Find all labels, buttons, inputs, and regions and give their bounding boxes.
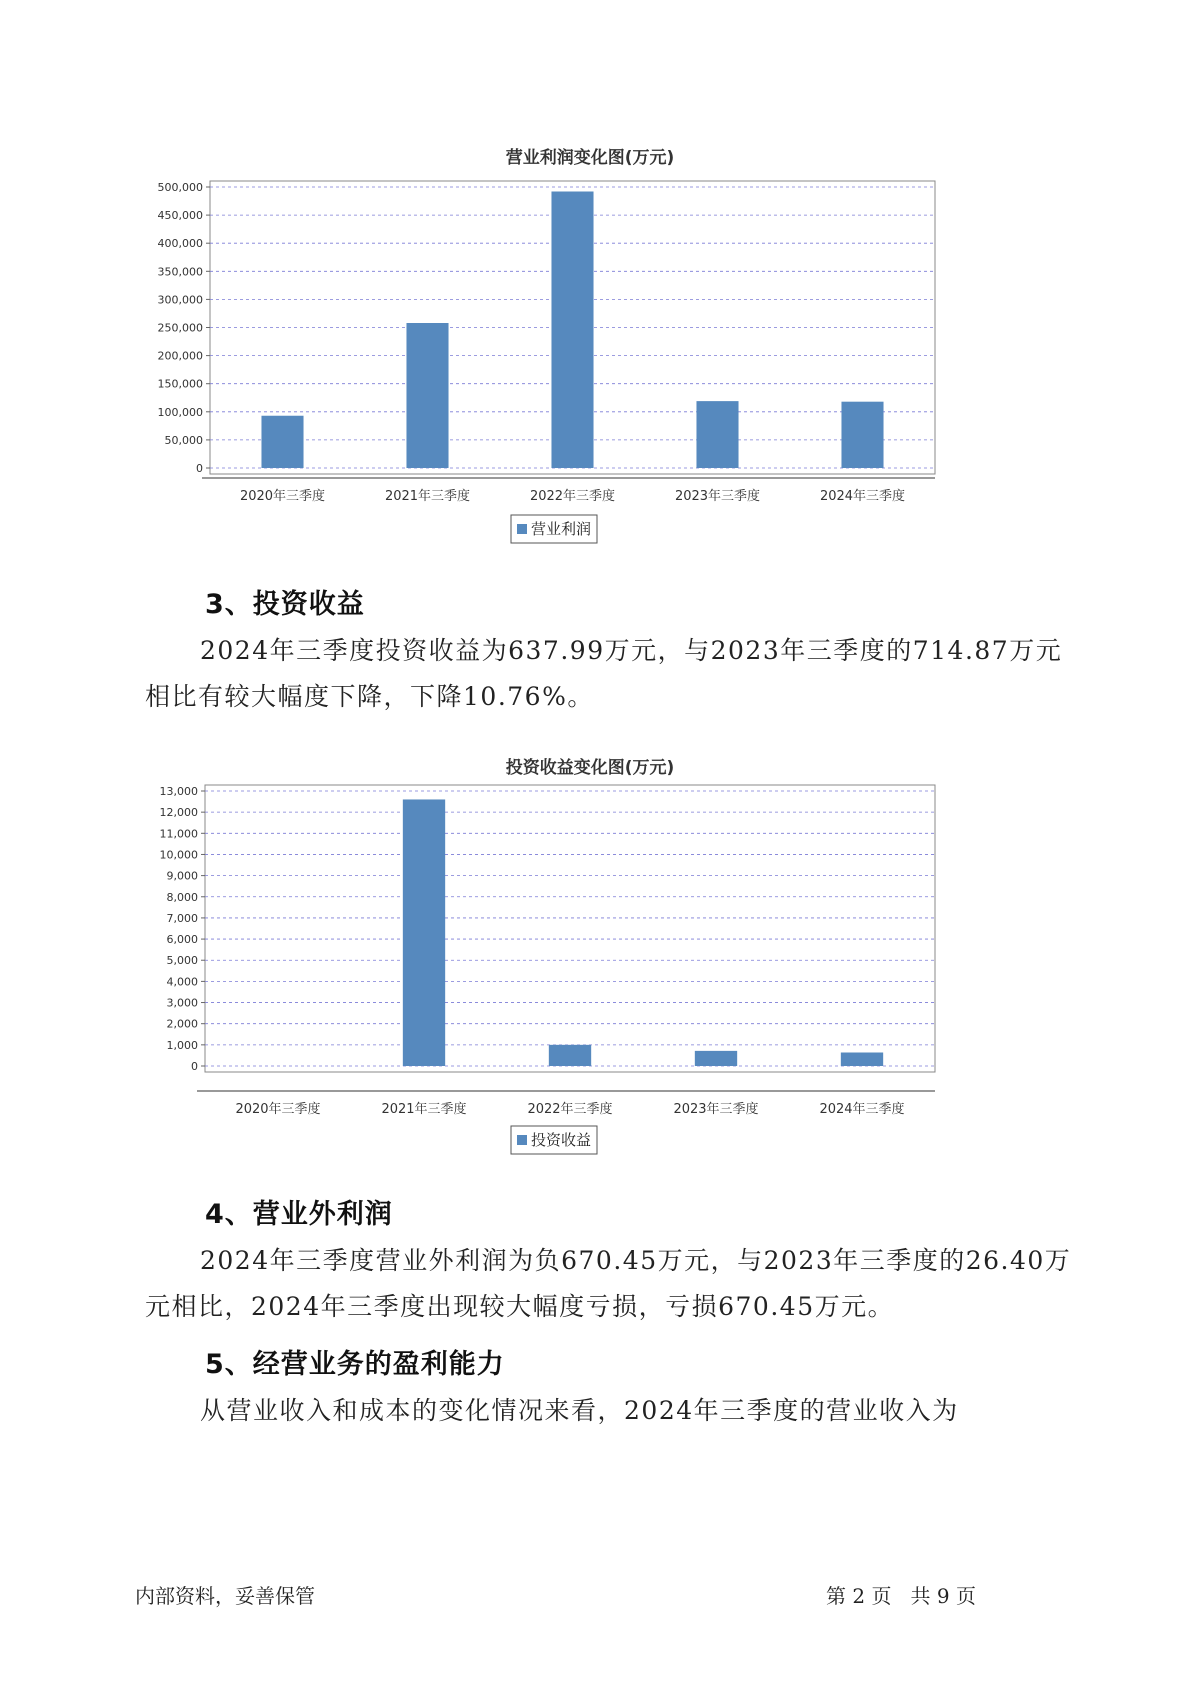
- x-tick-label: 2020年三季度: [235, 1102, 321, 1117]
- y-tick-label: 11,000: [159, 827, 198, 841]
- y-tick-label: 300,000: [157, 293, 203, 307]
- bar-2024年三季度: [841, 1053, 883, 1066]
- x-tick-label: 2021年三季度: [384, 489, 471, 504]
- y-tick-label: 13,000: [159, 785, 198, 798]
- bar-2020年三季度: [261, 416, 303, 468]
- chart-plot: [150, 135, 1030, 545]
- y-tick-label: 1,000: [166, 1038, 198, 1052]
- y-tick-label: 450,000: [157, 209, 203, 223]
- y-tick-label: 50,000: [164, 433, 203, 447]
- y-tick-label: 350,000: [157, 265, 203, 279]
- y-tick-label: 7,000: [166, 911, 198, 925]
- footer-left: 内部资料，妥善保管: [135, 1584, 315, 1608]
- y-tick-label: 250,000: [157, 321, 203, 335]
- paragraph-line: 相比有较大幅度下降，下降10.76%。: [145, 682, 594, 711]
- section-heading-profitability: 5、经营业务的盈利能力: [205, 1349, 505, 1380]
- y-tick-label: 150,000: [157, 377, 203, 391]
- x-tick-label: 2024年三季度: [819, 1102, 905, 1117]
- legend: [511, 1126, 597, 1154]
- footer-page-number: 第 2 页 共 9 页: [826, 1584, 976, 1608]
- y-tick-label: 500,000: [157, 181, 203, 194]
- y-tick-label: 4,000: [166, 975, 198, 989]
- bar-2022年三季度: [551, 191, 593, 468]
- chart-plot: [150, 745, 1030, 1165]
- y-tick-label: 5,000: [166, 954, 198, 968]
- y-tick-label: 3,000: [166, 996, 198, 1010]
- x-tick-label: 2024年三季度: [819, 489, 906, 504]
- y-tick-label: 2,000: [166, 1017, 198, 1031]
- y-tick-label: 0: [196, 462, 203, 475]
- chart-title: 营业利润变化图(万元): [505, 148, 675, 168]
- bar-2021年三季度: [406, 323, 448, 468]
- section-heading-investment-income: 3、投资收益: [205, 589, 365, 620]
- paragraph-line: 元相比，2024年三季度出现较大幅度亏损，亏损670.45万元。: [145, 1292, 895, 1321]
- y-tick-label: 8,000: [166, 890, 198, 904]
- operating-profit-chart: [150, 135, 1030, 545]
- y-tick-label: 100,000: [157, 405, 203, 419]
- plot-area: [205, 785, 935, 1072]
- bar-2024年三季度: [841, 402, 883, 468]
- section-heading-non-operating-profit: 4、营业外利润: [205, 1199, 393, 1230]
- bar-2023年三季度: [695, 1051, 737, 1066]
- x-tick-label: 2023年三季度: [673, 1102, 759, 1117]
- legend-label: 投资收益: [531, 1131, 592, 1149]
- investment-income-chart: [150, 745, 1030, 1165]
- x-tick-label: 2023年三季度: [674, 489, 761, 504]
- paragraph-line: 2024年三季度营业外利润为负670.45万元，与2023年三季度的26.40万: [200, 1246, 1072, 1275]
- legend-label: 营业利润: [531, 520, 592, 538]
- x-tick-label: 2021年三季度: [381, 1102, 467, 1117]
- paragraph-line: 2024年三季度投资收益为637.99万元，与2023年三季度的714.87万元: [200, 636, 1063, 665]
- y-tick-label: 0: [191, 1060, 198, 1073]
- x-tick-label: 2020年三季度: [239, 489, 326, 504]
- bar-2023年三季度: [696, 401, 738, 468]
- legend-swatch: [517, 1135, 527, 1145]
- paragraph-profitability: [145, 1388, 1065, 1434]
- bar-2021年三季度: [403, 799, 445, 1066]
- paragraph-investment-income: [145, 628, 1065, 720]
- y-tick-label: 200,000: [157, 349, 203, 363]
- x-tick-label: 2022年三季度: [527, 1102, 613, 1117]
- y-tick-label: 12,000: [159, 806, 198, 820]
- legend-swatch: [517, 524, 527, 534]
- y-tick-label: 10,000: [159, 848, 198, 862]
- chart-title: 投资收益变化图(万元): [505, 758, 675, 778]
- paragraph-non-operating-profit: [145, 1238, 1072, 1330]
- bar-2022年三季度: [549, 1045, 591, 1066]
- legend: [511, 515, 597, 543]
- y-tick-label: 400,000: [157, 237, 203, 251]
- y-tick-label: 9,000: [166, 869, 198, 883]
- paragraph-line: 从营业收入和成本的变化情况来看，2024年三季度的营业收入为: [200, 1396, 959, 1425]
- x-tick-label: 2022年三季度: [529, 489, 616, 504]
- y-tick-label: 6,000: [166, 933, 198, 947]
